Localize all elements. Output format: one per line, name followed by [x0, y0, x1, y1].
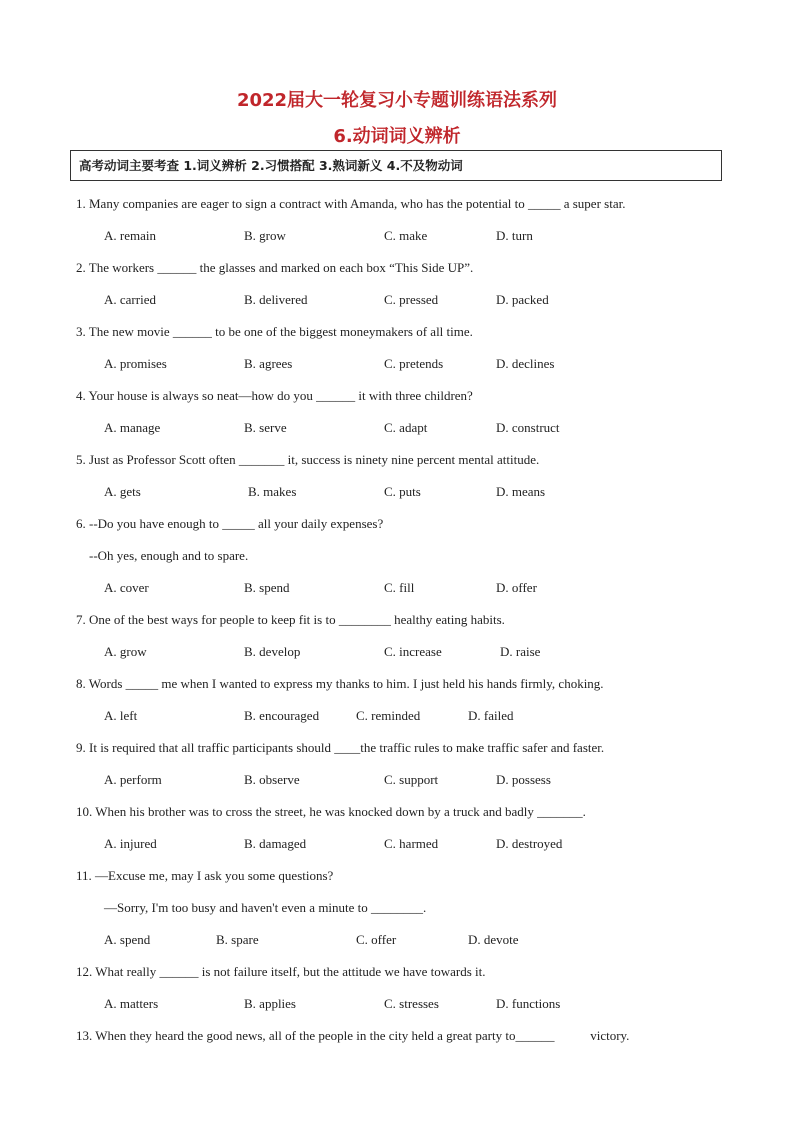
- question-4-option-a: A. manage: [104, 420, 161, 435]
- question-4-option-b: B. serve: [244, 420, 287, 435]
- question-5-option-b: B. makes: [248, 484, 297, 499]
- question-10-option-a: A. injured: [104, 836, 157, 851]
- question-4-stem: 4. Your house is always so neat—how do you ______ it with three children?: [76, 388, 473, 403]
- question-11-option-c: C. offer: [356, 932, 397, 947]
- question-6-option-a: A. cover: [104, 580, 149, 595]
- page-title: 2022届大一轮复习小专题训练语法系列: [236, 90, 558, 111]
- question-6-reply: --Oh yes, enough and to spare.: [89, 548, 249, 563]
- question-9-option-b: B. observe: [244, 772, 300, 787]
- summary-box: 高考动词主要考查 1.词义辨析 2.习惯搭配 3.熟词新义 4.不及物动词: [70, 150, 722, 181]
- question-9-option-c: C. support: [384, 772, 439, 787]
- question-1-option-b: B. grow: [244, 228, 286, 243]
- question-10-option-b: B. damaged: [244, 836, 307, 851]
- question-8-stem: 8. Words _____ me when I wanted to express my thanks to him. I just held his hands firmly, choking.: [76, 676, 604, 691]
- question-2-option-a: A. carried: [104, 292, 156, 307]
- question-2-option-d: D. packed: [496, 292, 549, 307]
- question-12-option-d: D. functions: [496, 996, 561, 1011]
- question-10-option-c: C. harmed: [384, 836, 439, 851]
- question-11-reply: —Sorry, I'm too busy and haven't even a minute to ________.: [104, 900, 427, 915]
- question-3-option-c: C. pretends: [384, 356, 444, 371]
- question-6-option-d: D. offer: [496, 580, 537, 595]
- question-7-option-c: C. increase: [384, 644, 442, 659]
- question-12-option-c: C. stresses: [384, 996, 439, 1011]
- question-1-option-a: A. remain: [104, 228, 156, 243]
- question-10-stem: 10. When his brother was to cross the street, he was knocked down by a truck and badly _______.: [76, 804, 586, 819]
- question-11-option-d: D. devote: [468, 932, 519, 947]
- question-3-stem: 3. The new movie ______ to be one of the biggest moneymakers of all time.: [76, 324, 473, 339]
- question-1-stem: 1. Many companies are eager to sign a contract with Amanda, who has the potential to _____ a super star.: [76, 196, 626, 211]
- question-8-option-d: D. failed: [468, 708, 514, 723]
- question-6-option-c: C. fill: [384, 580, 415, 595]
- question-11-option-b: B. spare: [216, 932, 259, 947]
- question-12-option-a: A. matters: [104, 996, 159, 1011]
- question-11-option-a: A. spend: [104, 932, 151, 947]
- question-2-stem: 2. The workers ______ the glasses and marked on each box “This Side UP”.: [76, 260, 474, 275]
- page-subtitle: 6.动词词义辨析: [333, 126, 461, 147]
- question-7-option-a: A. grow: [104, 644, 147, 659]
- question-5-option-d: D. means: [496, 484, 546, 499]
- question-3-option-d: D. declines: [496, 356, 555, 371]
- question-8-option-c: C. reminded: [356, 708, 421, 723]
- question-10-option-d: D. destroyed: [496, 836, 563, 851]
- question-12-option-b: B. applies: [244, 996, 296, 1011]
- question-9-stem: 9. It is required that all traffic participants should ____the traffic rules to make traffic safer and faster.: [76, 740, 605, 755]
- question-12-stem: 12. What really ______ is not failure itself, but the attitude we have towards it.: [76, 964, 486, 979]
- question-3-option-b: B. agrees: [244, 356, 293, 371]
- question-4-option-c: C. adapt: [384, 420, 428, 435]
- question-5-option-c: C. puts: [384, 484, 421, 499]
- question-1-option-d: D. turn: [496, 228, 533, 243]
- question-4-option-d: D. construct: [496, 420, 560, 435]
- question-6-stem: 6. --Do you have enough to _____ all your daily expenses?: [76, 516, 384, 531]
- question-7-option-d: D. raise: [500, 644, 541, 659]
- question-8-option-b: B. encouraged: [244, 708, 320, 723]
- question-2-option-b: B. delivered: [244, 292, 308, 307]
- question-13-stem: 13. When they heard the good news, all of the people in the city held a great party to______ victory.: [76, 1028, 630, 1043]
- question-5-option-a: A. gets: [104, 484, 141, 499]
- question-9-option-a: A. perform: [104, 772, 162, 787]
- question-7-stem: 7. One of the best ways for people to keep fit is to ________ healthy eating habits.: [76, 612, 505, 627]
- question-2-option-c: C. pressed: [384, 292, 439, 307]
- question-8-option-a: A. left: [104, 708, 138, 723]
- question-11-stem: 11. —Excuse me, may I ask you some questions?: [76, 868, 334, 883]
- question-3-option-a: A. promises: [104, 356, 167, 371]
- question-5-stem: 5. Just as Professor Scott often _______ it, success is ninety nine percent mental attitude.: [76, 452, 540, 467]
- question-1-option-c: C. make: [384, 228, 428, 243]
- question-9-option-d: D. possess: [496, 772, 551, 787]
- question-6-option-b: B. spend: [244, 580, 290, 595]
- question-7-option-b: B. develop: [244, 644, 301, 659]
